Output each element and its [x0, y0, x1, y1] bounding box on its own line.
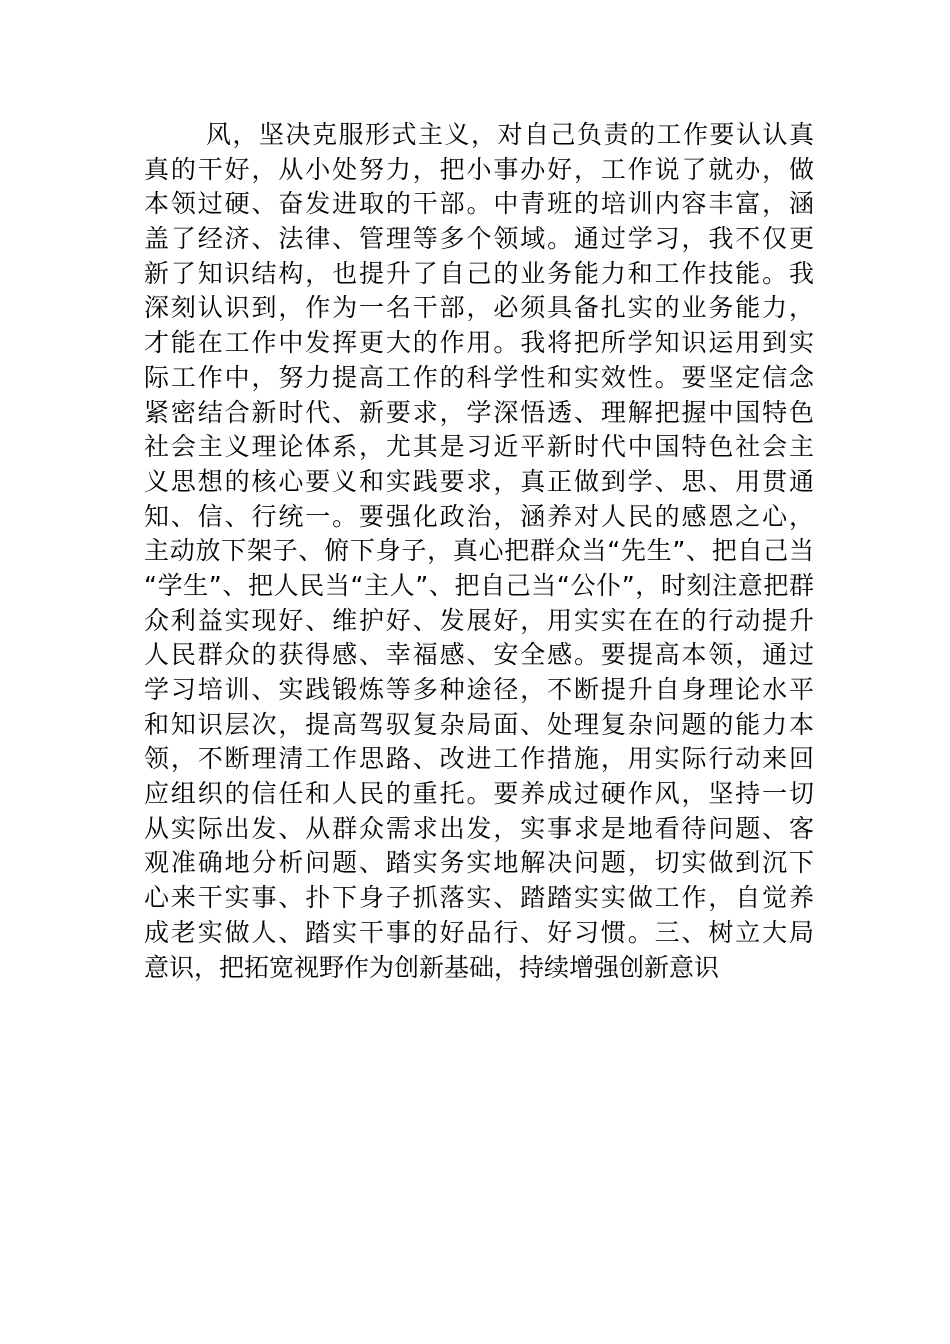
text-line: 义思想的核心要义和实践要求，真正做到学、思、用贯通 — [144, 466, 814, 496]
text-line: 意识，把拓宽视野作为创新基础，持续增强创新意识 — [144, 952, 720, 982]
body-paragraph — [144, 118, 814, 985]
text-line: 知、信、行统一。要强化政治，涵养对人民的感恩之心， — [144, 501, 814, 531]
text-line: 社会主义理论体系，尤其是习近平新时代中国特色社会主 — [144, 432, 814, 462]
text-line: 领，不断理清工作思路、改进工作措施，用实际行动来回 — [144, 744, 814, 774]
text-line: 观准确地分析问题、踏实务实地解决问题，切实做到沉下 — [144, 848, 814, 878]
text-line: 人民群众的获得感、幸福感、安全感。要提高本领，通过 — [144, 640, 814, 670]
text-line: 际工作中，努力提高工作的科学性和实效性。要坚定信念 — [144, 362, 814, 392]
text-line: 和知识层次，提高驾驭复杂局面、处理复杂问题的能力本 — [144, 709, 814, 739]
text-line: 学习培训、实践锻炼等多种途径，不断提升自身理论水平 — [144, 675, 814, 704]
text-line: 紧密结合新时代、新要求，学深悟透、理解把握中国特色 — [144, 397, 814, 427]
text-line: 真的干好，从小处努力，把小事办好，工作说了就办，做 — [144, 154, 814, 184]
text-line: 新了知识结构，也提升了自己的业务能力和工作技能。我 — [144, 258, 814, 288]
text-line: 众利益实现好、维护好、发展好，用实实在在的行动提升 — [144, 605, 814, 635]
text-line: 从实际出发、从群众需求出发，实事求是地看待问题、客 — [144, 813, 814, 843]
text-line: 心来干实事、扑下身子抓落实、踏踏实实做工作，自觉养 — [144, 883, 814, 913]
text-line: 主动放下架子、俯下身子，真心把群众当“先生”、把自己当 — [144, 536, 814, 566]
text-line: 本领过硬、奋发进取的干部。中青班的培训内容丰富，涵 — [144, 189, 814, 219]
text-line: 风，坚决克服形式主义，对自己负责的工作要认认真 — [206, 120, 814, 149]
text-line: “学生”、把人民当“主人”、把自己当“公仆”，时刻注意把群 — [144, 570, 814, 600]
text-line: 盖了经济、法律、管理等多个领域。通过学习，我不仅更 — [144, 224, 814, 254]
text-line: 才能在工作中发挥更大的作用。我将把所学知识运用到实 — [144, 328, 814, 358]
text-line: 成老实做人、踏实干事的好品行、好习惯。三、树立大局 — [144, 917, 814, 947]
text-line: 应组织的信任和人民的重托。要养成过硬作风，坚持一切 — [144, 779, 814, 809]
text-line: 深刻认识到，作为一名干部，必须具备扎实的业务能力， — [144, 293, 814, 323]
